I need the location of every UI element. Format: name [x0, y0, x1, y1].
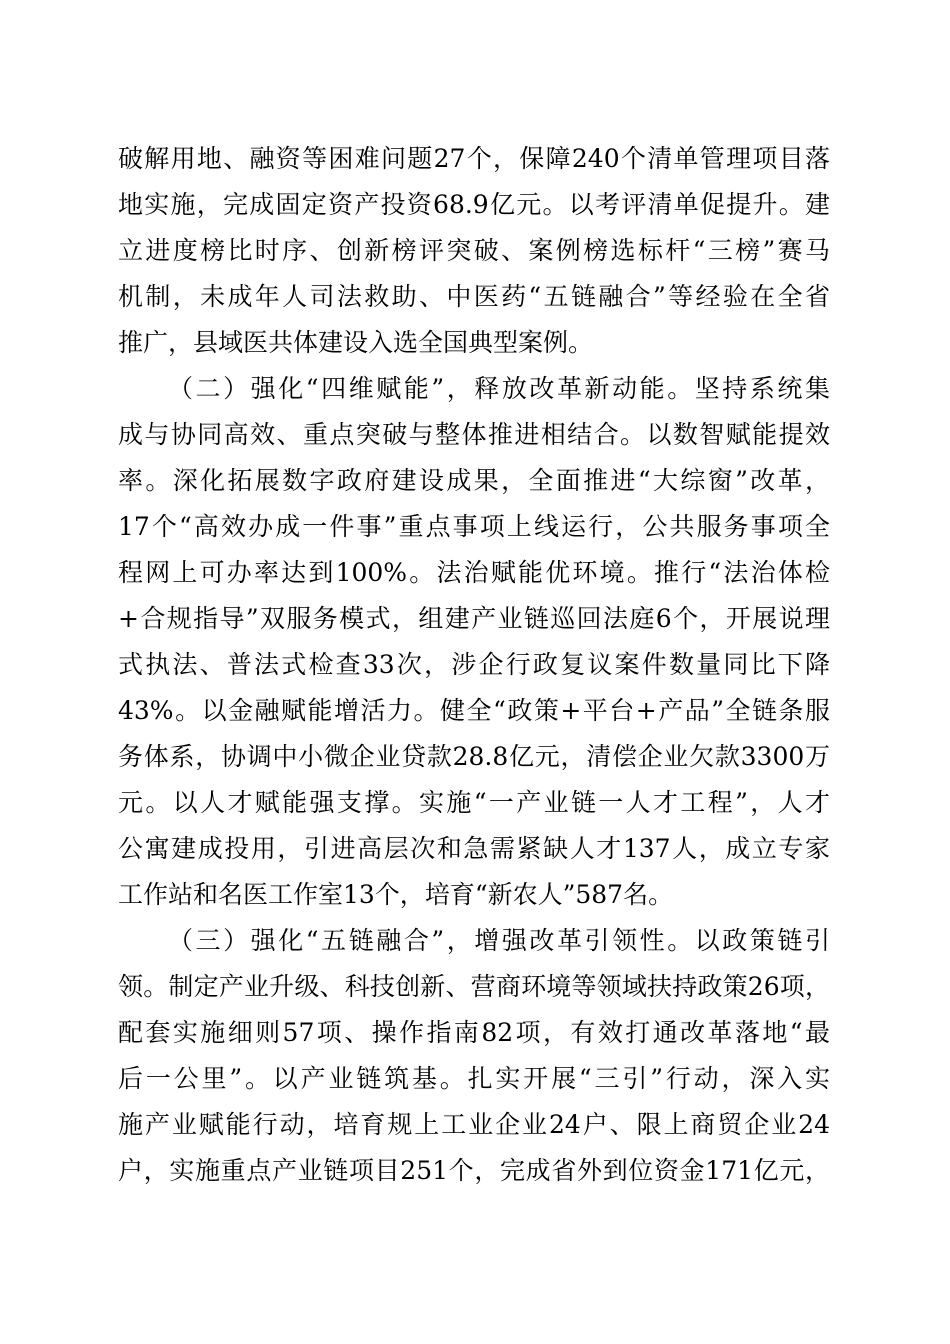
- text-line-13: 43%。以金融赋能增活力。健全“政策+平台+产品”全链条服: [118, 696, 830, 725]
- text-line-23: 户，实施重点产业链项目251个，完成省外到位资金171亿元，: [118, 1156, 830, 1185]
- section-heading-2: （二）强化“四维赋能”，释放改革新动能。坚持系统集: [168, 374, 830, 403]
- text-line-3: 立进度榜比时序、创新榜评突破、案例榜选标杆“三榜”赛马: [118, 236, 830, 265]
- text-line-8: 率。深化拓展数字政府建设成果，全面推进“大综窗”改革，: [118, 466, 830, 495]
- text-line-9: 17个“高效办成一件事”重点事项上线运行，公共服务事项全: [118, 512, 830, 541]
- section-heading-3: （三）强化“五链融合”，增强改革引领性。以政策链引: [168, 926, 830, 955]
- text-line-16: 公寓建成投用，引进高层次和急需紧缺人才137人，成立专家: [118, 834, 830, 863]
- text-line-20: 配套实施细则57项、操作指南82项，有效打通改革落地“最: [118, 1018, 830, 1047]
- text-line-17: 工作站和名医工作室13个，培育“新农人”587名。: [118, 880, 674, 909]
- text-line-10: 程网上可办率达到100%。法治赋能优环境。推行“法治体检: [118, 558, 830, 587]
- text-line-14: 务体系，协调中小微企业贷款28.8亿元，清偿企业欠款3300万: [118, 742, 830, 771]
- text-line-2: 地实施，完成固定资产投资68.9亿元。以考评清单促提升。建: [118, 190, 830, 219]
- text-line-15: 元。以人才赋能强支撑。实施“一产业链一人才工程”，人才: [118, 788, 830, 817]
- text-line-1: 破解用地、融资等困难问题27个，保障240个清单管理项目落: [118, 144, 830, 173]
- text-line-4: 机制，未成年人司法救助、中医药“五链融合”等经验在全省: [118, 282, 830, 311]
- text-line-12: 式执法、普法式检查33次，涉企行政复议案件数量同比下降: [118, 650, 830, 679]
- text-line-19: 领。制定产业升级、科技创新、营商环境等领域扶持政策26项，: [118, 972, 830, 1001]
- text-line-5: 推广，县域医共体建设入选全国典型案例。: [118, 328, 594, 357]
- text-line-7: 成与协同高效、重点突破与整体推进相结合。以数智赋能提效: [118, 420, 830, 449]
- text-line-22: 施产业赋能行动，培育规上工业企业24户、限上商贸企业24: [118, 1110, 830, 1139]
- text-line-11: +合规指导”双服务模式，组建产业链巡回法庭6个，开展说理: [118, 604, 830, 633]
- text-line-21: 后一公里”。以产业链筑基。扎实开展“三引”行动，深入实: [118, 1064, 830, 1093]
